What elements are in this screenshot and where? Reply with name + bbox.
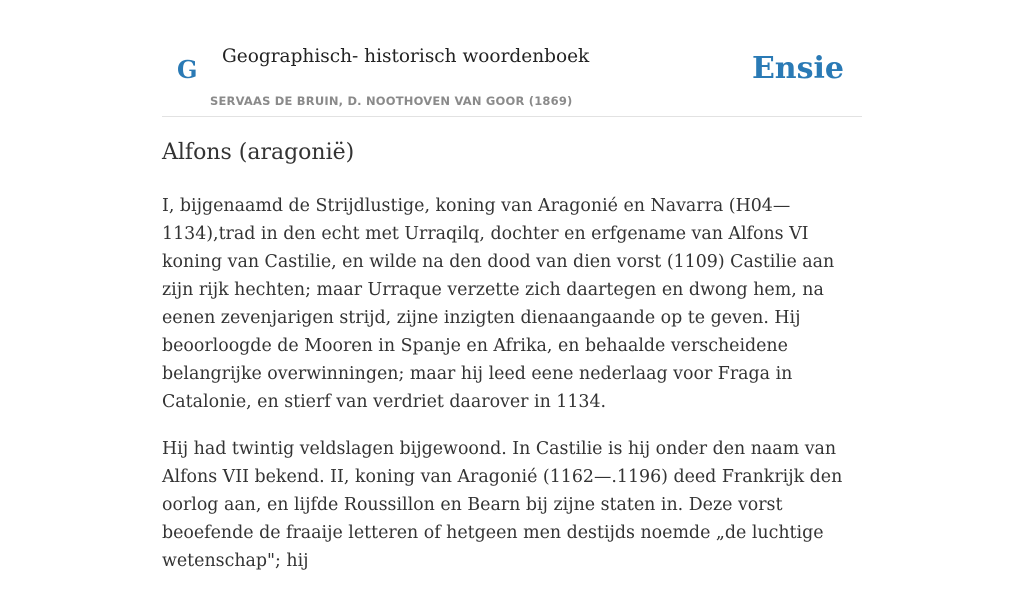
book-title[interactable]: Geographisch- historisch woordenboek [222, 46, 590, 67]
book-authors: SERVAAS DE BRUIN, D. NOOTHOVEN VAN GOOR (1869) [210, 94, 573, 108]
entry-paragraph: Hij had twintig veldslagen bijgewoond. In Castilie is hij onder den naam van Alfons VII bekend. II, koning van Aragonié (1162—.1196) deed Frankrijk den oorlog aan, en lijfde Roussillon en Bearn bij zijne staten in. Deze vorst beoefende de fraaije letteren of hetgeen men destijds noemde „de luchtige wetenschap"; hij [162, 439, 843, 571]
ensie-logo[interactable]: Ensie [751, 51, 844, 86]
entry-paragraph: I, bijgenaamd de Strijdlustige, koning van Aragonié en Navarra (H04—1134),trad in den echt met Urraqilq, dochter en erfgename van Alfons VI koning van Castilie, en wilde na den dood van dien vorst (1109) Castilie aan zijn rijk hechten; maar Urraque verzette zich daartegen en dwong hem, na eenen zevenjarigen strijd, zijne inzigten dienaangaande op te geven. Hij beoorloogde de Mooren in Spanje en Afrika, en behaalde verscheidene belangrijke overwinningen; maar hij leed eene nederlaag voor Fraga in Catalonie, en stierf van verdriet daarover in 1134. [162, 196, 835, 412]
entry-title: Alfons (aragonië) [162, 140, 355, 165]
book-logo[interactable]: G [177, 55, 198, 84]
book-header [162, 0, 862, 117]
entry-content [162, 192, 862, 594]
